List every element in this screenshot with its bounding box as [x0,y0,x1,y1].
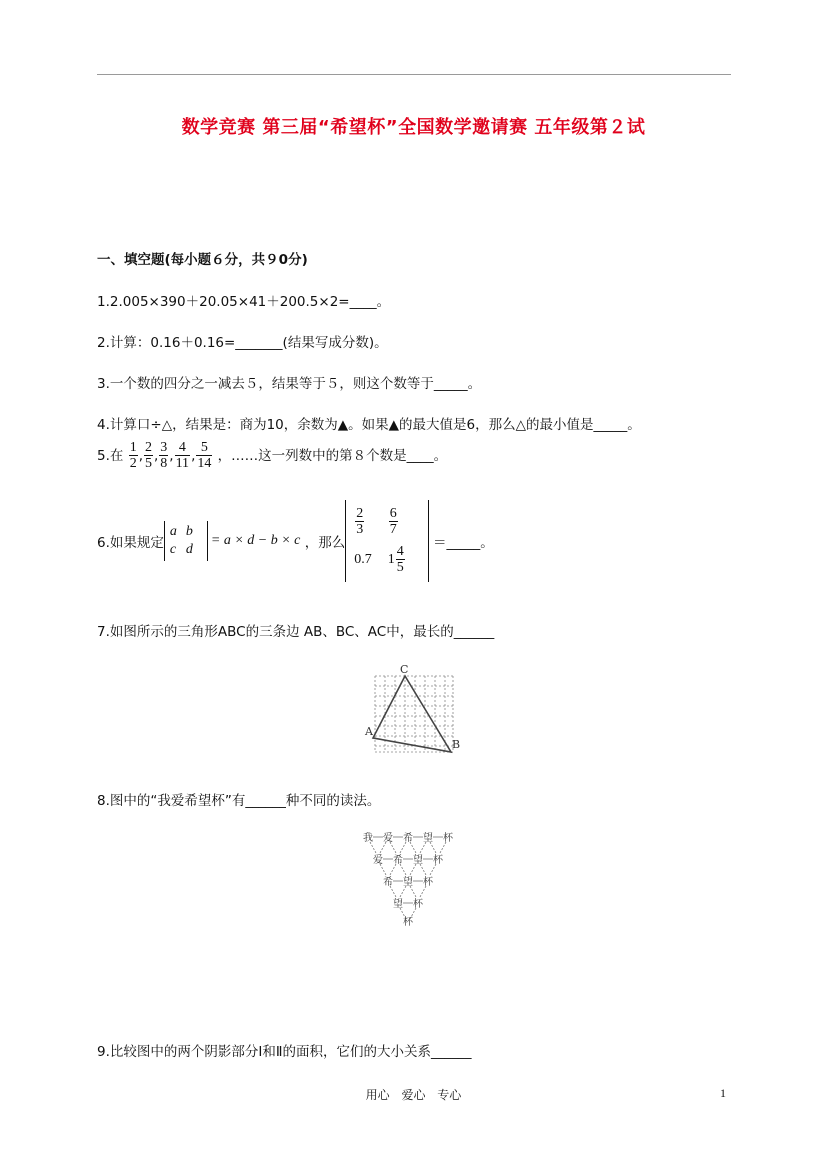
q6-prefix: 6.如果规定 [97,534,164,551]
char-cell: 杯 [403,917,413,928]
q5-suffix: ，……这一列数中的第８个数是____。 [217,447,448,464]
char-cell: 希 [393,855,403,866]
q6-determinant: $\frac{2}{3}$ $\frac{6}{7}$ 0.7 1 $\frac{4}{5}$ [345,500,429,582]
question-3: 3.一个数的四分之一减去５，结果等于５，则这个数等于_____。 [97,376,482,392]
page-footer: 用心 爱心 专心 [365,1088,462,1102]
char-cell: 爱 [373,855,383,866]
char-cell: 望 [423,833,433,844]
q5-prefix: 5.在 [97,447,124,464]
char-cell: 望 [393,899,403,910]
question-4: 4.计算口÷△，结果是：商为10，余数为▲。如果▲的最大值是6，那么△的最小值是_____。 [97,417,641,433]
q6-mid: ，那么 [304,534,346,551]
char-cell: 望 [413,855,423,866]
char-cell: 杯 [423,877,433,888]
triangle-grid-figure [363,660,463,760]
char-cell: 杯 [413,899,423,910]
label-a: A [365,725,373,738]
char-cell: 希 [383,877,393,888]
q6-suffix: ＝_____。 [433,534,494,551]
q5-fraction: $\frac{4}{11}$ [175,440,190,472]
char-cell: 爱 [383,833,393,844]
question-9: 9.比较图中的两个阴影部分Ⅰ和Ⅱ的面积，它们的大小关系______ [97,1044,472,1060]
question-7: 7.如图所示的三角形ABC的三条边 AB、BC、AC中，最长的______ [97,624,495,640]
question-2: 2.计算：0.16＋0.16=_______(结果写成分数)。 [97,335,388,351]
q5-fraction: $\frac{1}{2}$ [129,440,137,472]
section-heading: 一、填空题(每小题６分，共９0分) [97,252,308,268]
label-c: C [400,663,409,676]
char-cell: 望 [403,877,413,888]
char-cell: 杯 [443,833,453,844]
q5-fraction: $\frac{2}{5}$ [144,440,152,472]
q6-determinant-def: a b c d [164,521,208,561]
question-8: 8.图中的“我爱希望杯”有______种不同的读法。 [97,793,381,809]
question-1: 1.2.005×390＋20.05×41＋200.5×2=____。 [97,294,391,310]
page-number: 1 [720,1086,726,1100]
char-cell: 杯 [433,855,443,866]
char-cell: 希 [403,833,413,844]
q5-fraction: $\frac{3}{8}$ [160,440,168,472]
triangle-abc [373,676,451,752]
character-grid [363,831,454,928]
question-6 [97,500,494,582]
label-b: B [452,738,461,751]
char-cell: 我 [363,833,373,844]
page-title: 数学竞赛 第三届“希望杯”全国数学邀请赛 五年级第２试 [181,117,646,138]
q5-fraction: $\frac{5}{14}$ [197,440,212,472]
q6-formula: = a × d − b × c [210,532,301,548]
question-5: 5.在 $\frac{1}{2}$ , $\frac{2}{5}$ , $\frac{3}{8}$ , $\frac{4}{11}$ , $\frac{5}{14}$ ，……这一列数中的第８个数是____。 [97,440,448,472]
header-rule [97,74,731,75]
character-triangle-figure [358,828,468,928]
